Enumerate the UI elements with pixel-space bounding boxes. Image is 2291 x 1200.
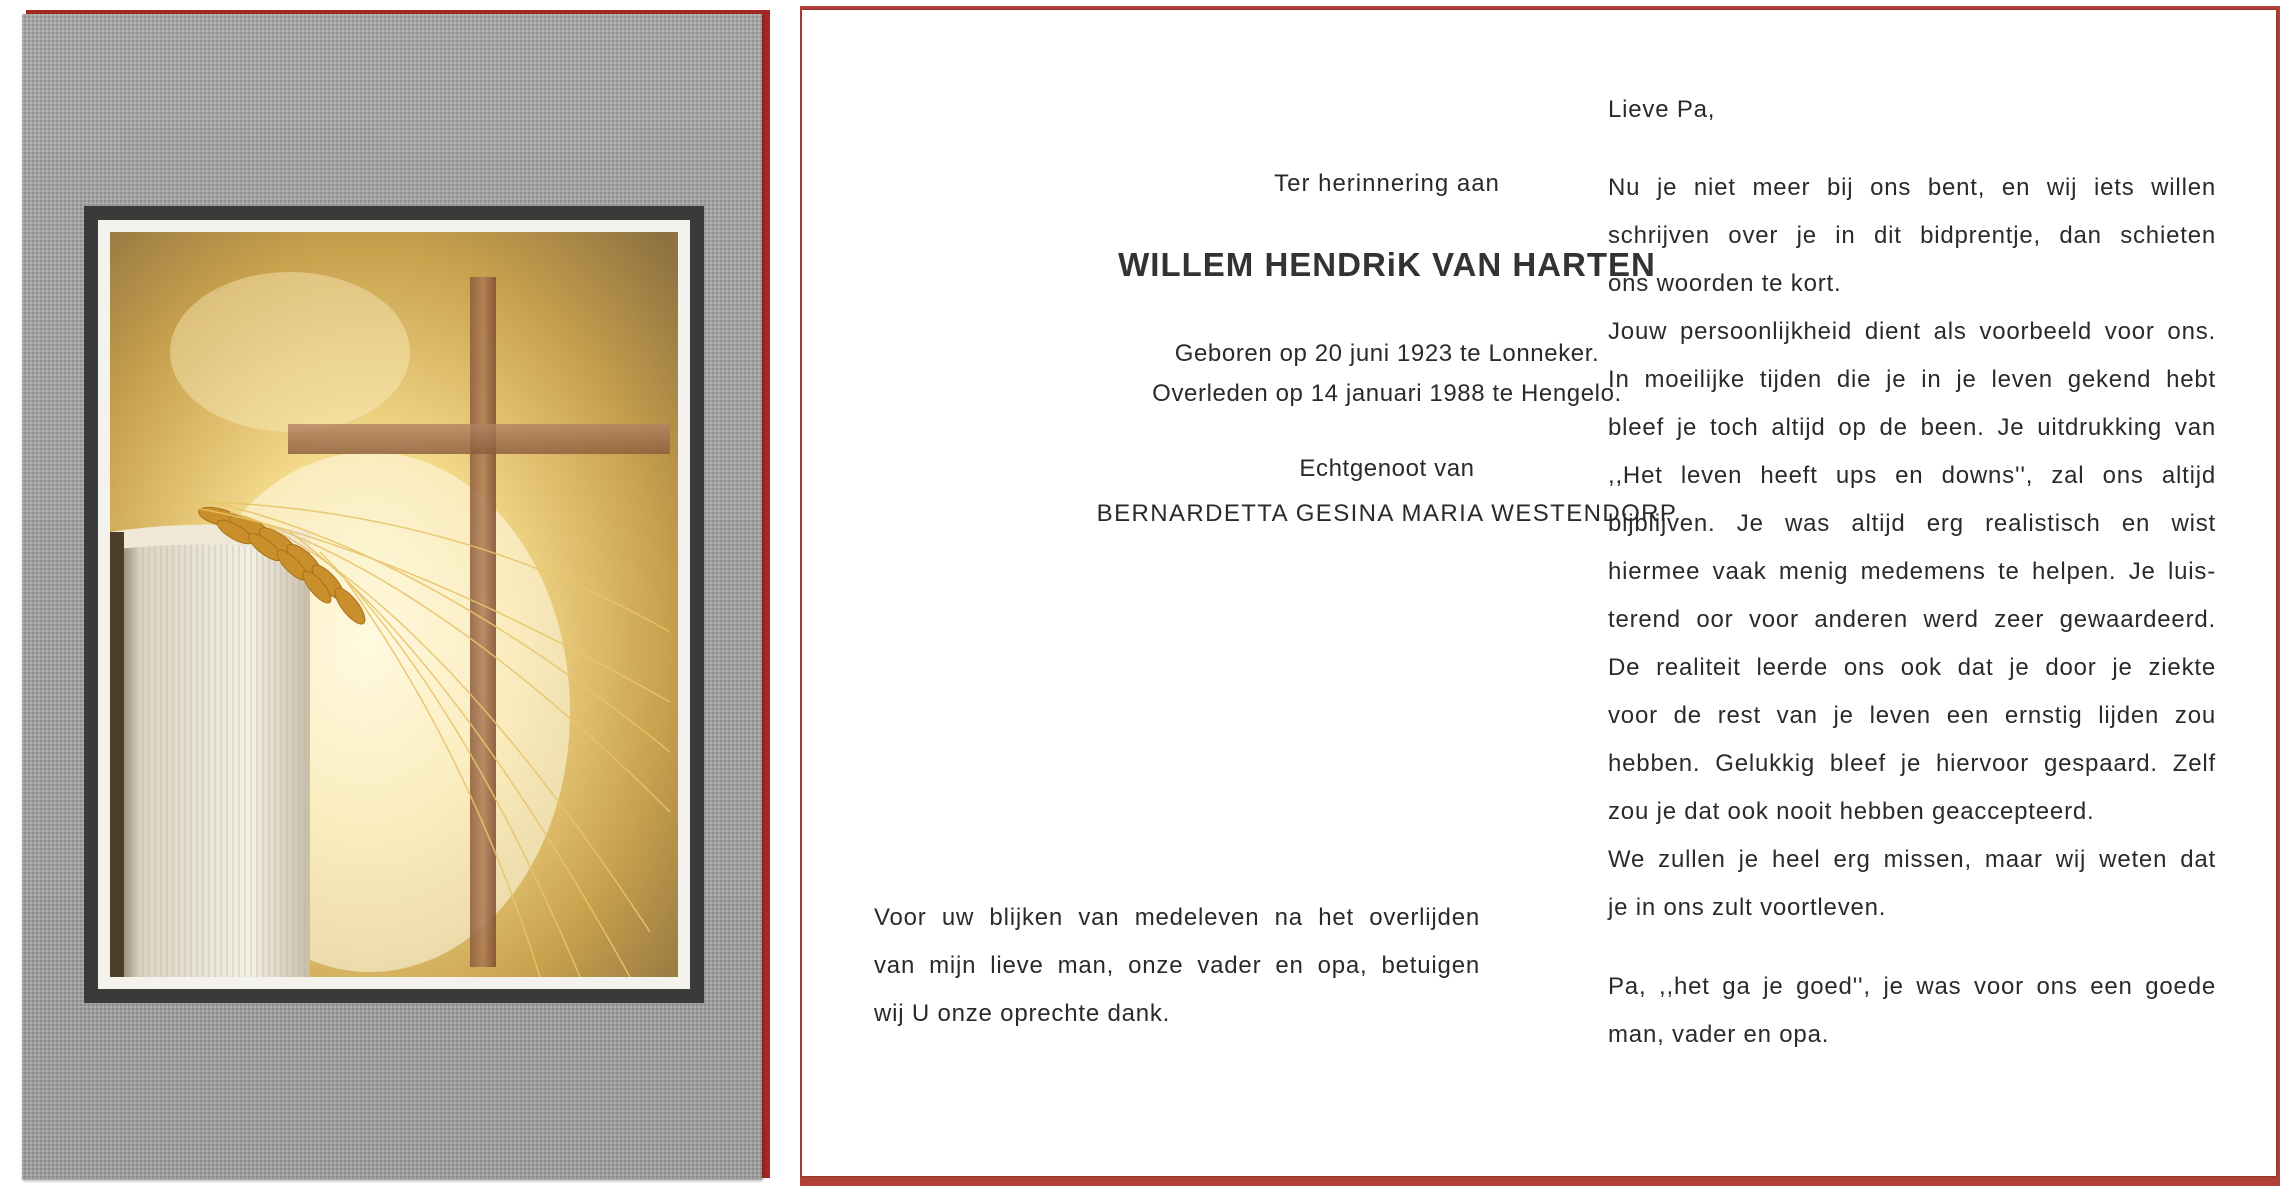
letter-line: In moeilijke tijden die je in je leven gekend hebt (1608, 366, 2216, 393)
letter-line: hiermee vaak menig medemens te helpen. Je luis- (1608, 558, 2216, 585)
thanks-line: wij U onze oprechte dank. (874, 1000, 1171, 1027)
letter-salutation: Lieve Pa, (1608, 96, 1716, 123)
letter-line: Jouw persoonlijkheid dient als voorbeeld voor ons. (1608, 318, 2216, 345)
letter-to-father (1608, 96, 2216, 1059)
letter-line: We zullen je heel erg missen, maar wij weten dat (1608, 846, 2216, 873)
spouse-name: BERNARDETTA GESINA MARIA WESTENDORP (1096, 500, 1678, 527)
spouse-label: Echtgenoot van (1299, 455, 1475, 482)
book-wheat-cross-illustration (110, 232, 678, 977)
letter-line: hebben. Gelukkig bleef je hiervoor gespaard. Zelf (1608, 750, 2216, 777)
letter-line: voor de rest van je leven een ernstig lijden zou (1608, 702, 2216, 729)
cover-photo (110, 232, 678, 977)
thanks-paragraph (874, 894, 1480, 1038)
letter-line: Nu je niet meer bij ons bent, en wij iets willen (1608, 174, 2216, 201)
birth-line: Geboren op 20 juni 1923 te Lonneker. (1174, 340, 1600, 367)
letter-line: ons woorden te kort. (1608, 270, 1842, 297)
memorial-card-cover (22, 14, 762, 1180)
photo-mat (98, 220, 690, 989)
letter-line: zou je dat ook nooit hebben geaccepteerd. (1608, 798, 2095, 825)
thanks-line: van mijn lieve man, onze vader en opa, betuigen (874, 952, 1480, 979)
paragraph-gap (1608, 932, 2216, 963)
death-line: Overleden op 14 januari 1988 te Hengelo. (1152, 380, 1622, 407)
letter-line: terend oor voor anderen werd zeer gewaardeerd. (1608, 606, 2216, 633)
memorial-card-interior (802, 10, 2276, 1176)
letter-line: De realiteit leerde ons ook dat je door je ziekte (1608, 654, 2216, 681)
thanks-line: Voor uw blijken van medeleven na het overlijden (874, 904, 1480, 931)
letter-closing-line: Pa, ,,het ga je goed'', je was voor ons een goede (1608, 973, 2216, 1000)
letter-line: ,,Het leven heeft ups en downs'', zal ons altijd (1608, 462, 2216, 489)
remembrance-heading: Ter herinnering aan (1274, 170, 1500, 197)
letter-line: bijblijven. Je was altijd erg realistisch en wist (1608, 510, 2216, 537)
photo-frame (84, 206, 704, 1003)
letter-line: schrijven over je in dit bidprentje, dan schieten (1608, 222, 2216, 249)
deceased-name: WILLEM HENDRiK VAN HARTEN (1118, 246, 1656, 283)
letter-line: bleef je toch altijd op de been. Je uitdrukking van (1608, 414, 2216, 441)
letter-closing-line: man, vader en opa. (1608, 1021, 1830, 1048)
letter-line: je in ons zult voortleven. (1608, 894, 1887, 921)
